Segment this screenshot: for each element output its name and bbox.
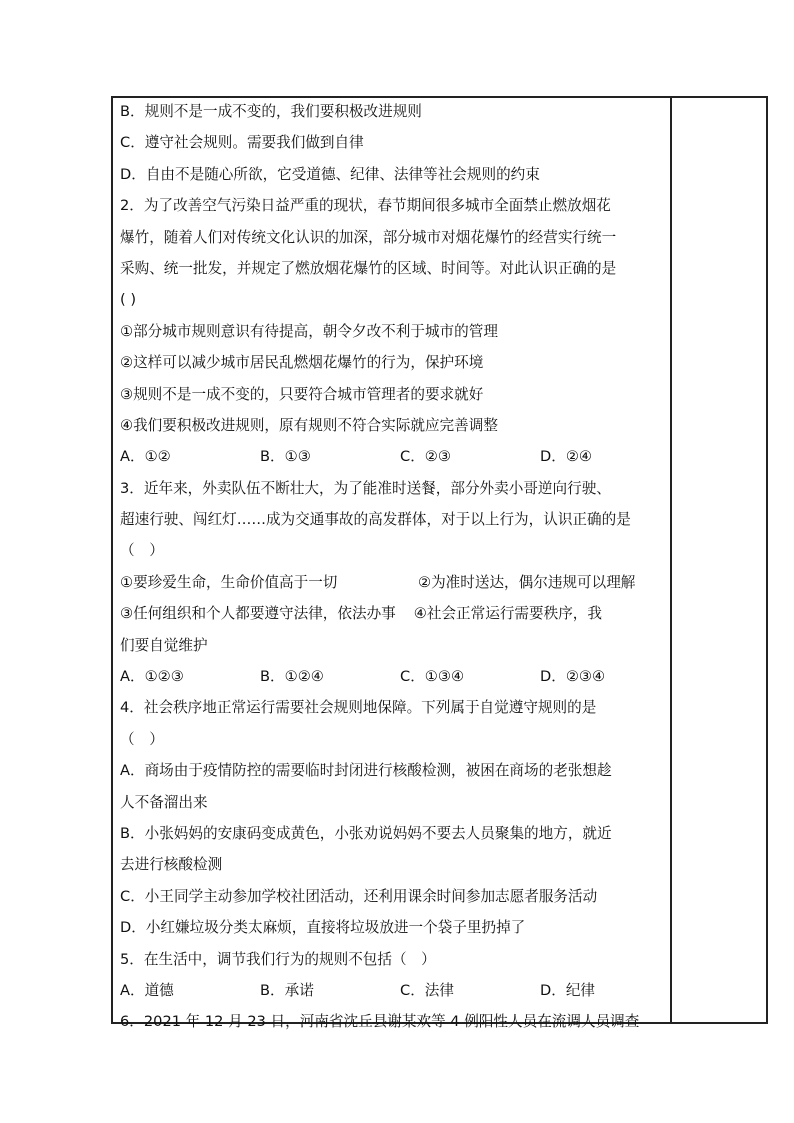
question-content <box>120 96 665 1038</box>
q3-item-3: ③任何组织和个人都要遵守法律，依法办事 <box>120 605 396 623</box>
q3-option-a: A．①②③ <box>120 668 184 686</box>
q3-answer-blank: （ ） <box>120 542 164 560</box>
q2-item-4: ④我们要积极改进规则，原有规则不符合实际就应完善调整 <box>120 416 498 434</box>
q4-option-a-line-1: A．商场由于疫情防控的需要临时封闭进行核酸检测，被困在商场的老张想趁 <box>120 762 612 780</box>
q5-options <box>120 975 665 1006</box>
q4-option-c: C．小王同学主动参加学校社团活动，还利用课余时间参加志愿者服务活动 <box>120 887 598 905</box>
q3-stem-line-1: 3．近年来，外卖队伍不断壮大，为了能准时送餐，部分外卖小哥逆向行驶、 <box>120 479 611 497</box>
q4-option-b-line-2: 去进行核酸检测 <box>120 856 223 874</box>
q3-stem-line-2: 超速行驶、闯红灯……成为交通事故的高发群体，对于以上行为，认识正确的是 <box>120 511 631 529</box>
q5-option-b: B．承诺 <box>260 981 314 999</box>
q6-stem: 6．2021 年 12 月 23 日，河南省沈丘县谢某欢等 4 例阳性人员在流调人员调查 <box>120 1013 640 1031</box>
q2-options <box>120 441 665 472</box>
q5-option-a: A．道德 <box>120 981 174 999</box>
q2-option-a: A．①② <box>120 448 171 466</box>
q2-option-b: B．①③ <box>260 448 311 466</box>
q1-option-c: C．遵守社会规则。需要我们做到自律 <box>120 134 364 152</box>
q5-stem: 5．在生活中，调节我们行为的规则不包括（ ） <box>120 950 436 968</box>
q2-item-1: ①部分城市规则意识有待提高，朝令夕改不利于城市的管理 <box>120 322 498 340</box>
q2-item-2: ②这样可以减少城市居民乱燃烟花爆竹的行为，保护环境 <box>120 354 484 372</box>
q3-option-d: D．②③④ <box>540 668 606 686</box>
q2-option-d: D．②④ <box>540 448 592 466</box>
q2-answer-blank: ( ) <box>120 291 137 309</box>
table-column-divider <box>670 96 672 1024</box>
q4-option-b-line-1: B．小张妈妈的安康码变成黄色，小张劝说妈妈不要去人员聚集的地方，就近 <box>120 824 612 842</box>
q3-item-1: ①要珍爱生命，生命价值高于一切 <box>120 573 338 591</box>
q3-option-b: B．①②④ <box>260 668 324 686</box>
q3-option-c: C．①③④ <box>400 668 465 686</box>
q1-option-b: B．规则不是一成不变的，我们要积极改进规则 <box>120 103 422 120</box>
q4-answer-blank: （ ） <box>120 730 164 748</box>
q3-items-row-2 <box>120 598 665 629</box>
q2-stem-line-2: 爆竹，随着人们对传统文化认识的加深，部分城市对烟花爆竹的经营实行统一 <box>120 228 617 246</box>
q4-stem-line-1: 4．社会秩序地正常运行需要社会规则地保障。下列属于自觉遵守规则的是 <box>120 699 597 717</box>
q5-option-d: D．纪律 <box>540 981 596 999</box>
q3-item-4-continued: 们要自觉维护 <box>120 636 208 654</box>
q3-options <box>120 661 665 692</box>
q3-item-2: ②为准时送达，偶尔违规可以理解 <box>418 573 636 591</box>
q2-item-3: ③规则不是一成不变的，只要符合城市管理者的要求就好 <box>120 385 484 403</box>
q2-stem-line-3: 采购、统一批发，并规定了燃放烟花爆竹的区域、时间等。对此认识正确的是 <box>120 259 617 277</box>
q4-option-d: D．小红嫌垃圾分类太麻烦，直接将垃圾放进一个袋子里扔掉了 <box>120 919 526 937</box>
q3-item-4: ④社会正常运行需要秩序，我 <box>413 605 602 623</box>
q4-option-a-line-2: 人不备溜出来 <box>120 793 208 811</box>
q2-option-c: C．②③ <box>400 448 451 466</box>
q5-option-c: C．法律 <box>400 981 454 999</box>
q2-stem-line-1: 2．为了改善空气污染日益严重的现状，春节期间很多城市全面禁止燃放烟花 <box>120 197 611 215</box>
q1-option-d: D．自由不是随心所欲，它受道德、纪律、法律等社会规则的约束 <box>120 165 540 183</box>
q3-items-row-1 <box>120 567 665 598</box>
